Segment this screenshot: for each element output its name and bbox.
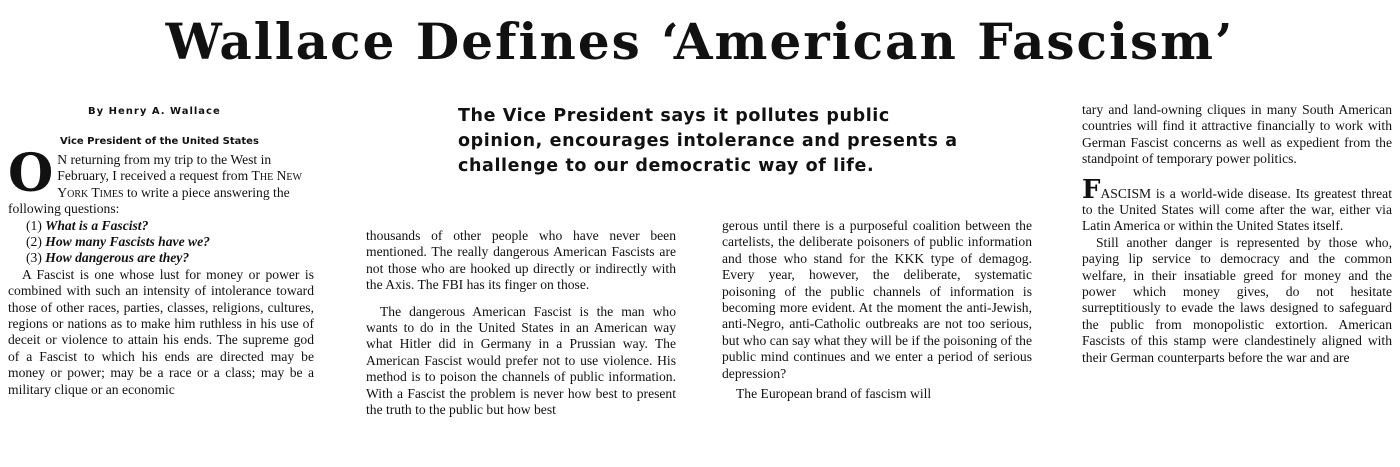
byline: By Henry A. Wallace xyxy=(88,106,221,117)
headline: Wallace Defines ‘American Fascism’ xyxy=(165,12,1235,71)
col1-paragraph: A Fascist is one whose lust for money or power is combined with such an intensity of intolerance toward those of other races, parties, classes, religions, cultures, regions or nations as to make him ruthless in his use of deceit or violence to attain his ends. The supreme god of a Fascist to which his ends are directed may be money or power; may be a race or a class; may be a military clique or an economic xyxy=(8,266,314,397)
col2-paragraph-2: The dangerous American Fascist is the man who wants to do in the United States in an American way what Hitler did in Germany in a Prussian way. The American Fascist would prefer not to use violence. His method is to poison the channels of public information. With a Fascist the problem is never how best to present the truth to the public but how best xyxy=(366,303,676,418)
col2-paragraph-1: thousands of other people who have never been mentioned. The really dangerous American Fascists are not those who are hooked up directly or indirectly with the Axis. The FBI has its finger on those. xyxy=(366,228,676,293)
column-4 xyxy=(1082,102,1392,366)
drop-cap: O xyxy=(8,143,54,204)
col4-paragraph-3: Still another danger is represented by those who, paying lip service to democracy and the common welfare, in their insatiable greed for money and the power which money gives, do not hesitate surreptitiously to evade the laws designed to safeguard the public from monopolistic extortion. American Fascists of this stamp were clandestinely aligned with their German counterparts before the war and are xyxy=(1082,234,1392,365)
intro-paragraph xyxy=(8,143,314,398)
intro-tail: to write a piece answering the following questions: xyxy=(8,184,290,217)
section-cap: F xyxy=(1082,174,1101,205)
author-title: Vice President of the United States xyxy=(60,136,259,147)
column-2 xyxy=(366,228,676,418)
col3-paragraph-1: gerous until there is a purposeful coalition between the cartelists, the deliberate poisoners of public information and those who stand for the KKK type of demagog. Every year, however, the deliberate, systematic poisoning of the public channels of information is becoming more evident. At the moment the anti-Jewish, anti-Negro, anti-Catholic outbreaks are not too serious, but who can say what they will be if the poisoning of the public mind continues and we enter a period of serious depression? xyxy=(722,218,1032,381)
question-list xyxy=(8,218,314,267)
col4-paragraph-2: FASCISM is a world-wide disease. Its greatest threat to the United States will come after the war, either via Latin America or within the United States itself. xyxy=(1082,174,1392,234)
newspaper-name: The New York Times xyxy=(57,168,302,200)
question-item: (3) How dangerous are they? xyxy=(26,250,190,266)
deck-subtitle: The Vice President says it pollutes public opinion, encourages intolerance and presents a challenge to our democratic way of life. xyxy=(458,106,958,176)
question-item: (2) How many Fascists have we? xyxy=(26,234,210,250)
col4-paragraph-1: tary and land-owning cliques in many South American countries will find it attractive financially to work with German Fascist concerns as well as expedient from the standpoint of temporary power politics. xyxy=(1082,102,1392,167)
col3-paragraph-2: The European brand of fascism will xyxy=(736,386,932,402)
column-3 xyxy=(722,218,1032,402)
intro-lead: N returning from my trip to the West in February, I received a request from xyxy=(57,152,272,184)
question-item: (1) What is a Fascist? xyxy=(26,217,149,233)
